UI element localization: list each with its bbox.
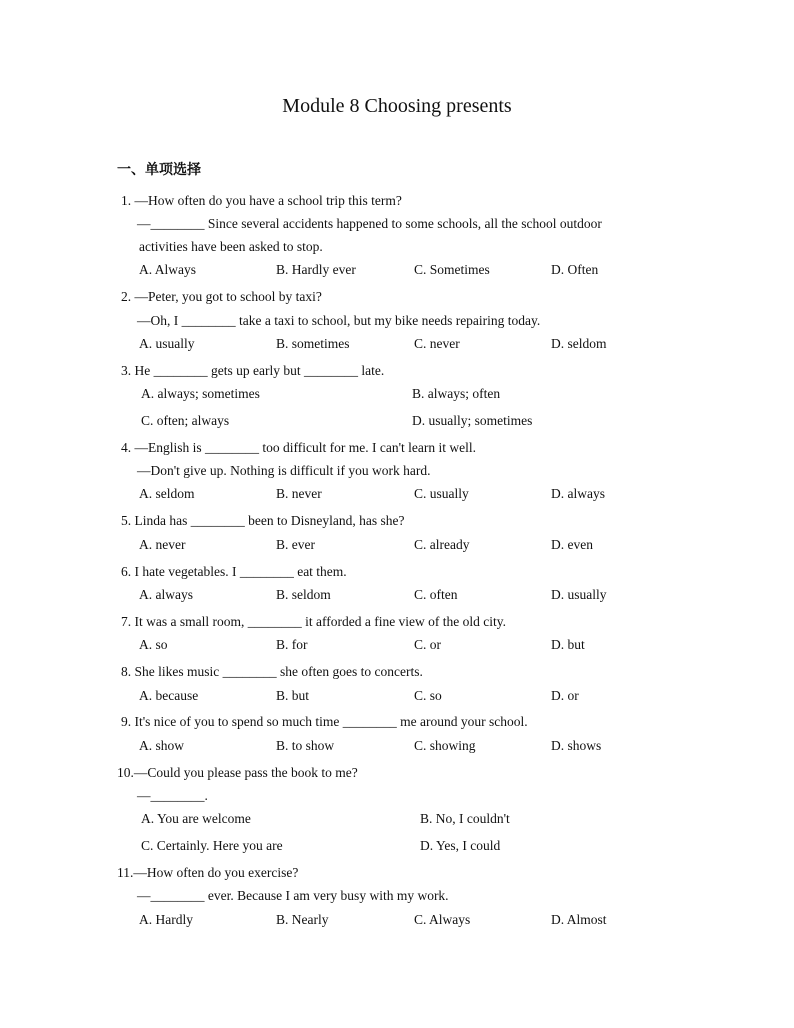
section-heading: 一、单项选择 — [117, 162, 201, 178]
question-10-option-b: B. No, I couldn't — [420, 811, 510, 826]
question-6-option-c: C. often — [414, 587, 458, 602]
question-1-line-3: activities have been asked to stop. — [139, 239, 323, 254]
page-title: Module 8 Choosing presents — [282, 95, 512, 117]
question-2-option-b: B. sometimes — [276, 336, 350, 351]
question-7-option-d: D. but — [551, 637, 585, 652]
question-6-option-d: D. usually — [551, 587, 607, 602]
question-9-option-a: A. show — [139, 738, 185, 753]
question-6-option-a: A. always — [139, 587, 193, 602]
question-4-line-1: 4. —English is ________ too difficult for me. I can't learn it well. — [121, 440, 476, 455]
question-3-line-1: 3. He ________ gets up early but ________ late. — [121, 363, 385, 378]
question-7-option-a: A. so — [139, 637, 168, 652]
question-9-option-b: B. to show — [276, 738, 335, 753]
question-8-option-a: A. because — [139, 688, 199, 703]
question-3-option-c: C. often; always — [141, 413, 230, 428]
question-4-option-d: D. always — [551, 486, 605, 501]
question-7-option-c: C. or — [414, 637, 441, 652]
question-8-option-c: C. so — [414, 688, 442, 703]
question-10-option-a: A. You are welcome — [141, 811, 251, 826]
question-2-option-c: C. never — [414, 336, 460, 351]
question-5-option-d: D. even — [551, 537, 593, 552]
question-11-line-1: 11.—How often do you exercise? — [117, 865, 299, 880]
question-2-line-2: —Oh, I ________ take a taxi to school, but my bike needs repairing today. — [137, 313, 541, 328]
question-4-option-b: B. never — [276, 486, 322, 501]
question-10-line-1: 10.—Could you please pass the book to me? — [117, 765, 358, 780]
question-1-line-2: —________ Since several accidents happened to some schools, all the school outdoor — [137, 216, 602, 231]
question-5-line-1: 5. Linda has ________ been to Disneyland, has she? — [121, 513, 405, 528]
question-4-line-2: —Don't give up. Nothing is difficult if you work hard. — [137, 463, 431, 478]
question-11-line-2: —________ ever. Because I am very busy with my work. — [137, 888, 449, 903]
question-11-option-c: C. Always — [414, 912, 471, 927]
question-2-line-1: 2. —Peter, you got to school by taxi? — [121, 289, 322, 304]
question-1-option-b: B. Hardly ever — [276, 262, 356, 277]
question-9-option-c: C. showing — [414, 738, 476, 753]
question-1-option-d: D. Often — [551, 262, 599, 277]
question-1-line-1: 1. —How often do you have a school trip this term? — [121, 193, 402, 208]
question-2-option-a: A. usually — [139, 336, 195, 351]
question-9-option-d: D. shows — [551, 738, 602, 753]
question-5-option-b: B. ever — [276, 537, 315, 552]
question-2-option-d: D. seldom — [551, 336, 607, 351]
question-11-option-d: D. Almost — [551, 912, 607, 927]
question-8-option-b: B. but — [276, 688, 310, 703]
question-3-option-b: B. always; often — [412, 386, 501, 401]
question-10-option-c: C. Certainly. Here you are — [141, 838, 283, 853]
question-9-line-1: 9. It's nice of you to spend so much time ________ me around your school. — [121, 714, 528, 729]
question-8-line-1: 8. She likes music ________ she often goes to concerts. — [121, 664, 423, 679]
question-6-line-1: 6. I hate vegetables. I ________ eat them. — [121, 564, 347, 579]
question-5-option-c: C. already — [414, 537, 470, 552]
question-10-line-2: —________. — [137, 788, 208, 803]
question-8-option-d: D. or — [551, 688, 579, 703]
question-1-option-a: A. Always — [139, 262, 196, 277]
question-5-option-a: A. never — [139, 537, 186, 552]
question-3-option-d: D. usually; sometimes — [412, 413, 533, 428]
question-4-option-a: A. seldom — [139, 486, 195, 501]
question-6-option-b: B. seldom — [276, 587, 331, 602]
question-7-line-1: 7. It was a small room, ________ it afforded a fine view of the old city. — [121, 614, 507, 629]
question-4-option-c: C. usually — [414, 486, 469, 501]
question-7-option-b: B. for — [276, 637, 308, 652]
question-11-option-b: B. Nearly — [276, 912, 329, 927]
question-1-option-c: C. Sometimes — [414, 262, 490, 277]
question-10-option-d: D. Yes, I could — [420, 838, 501, 853]
question-11-option-a: A. Hardly — [139, 912, 193, 927]
question-3-option-a: A. always; sometimes — [141, 386, 260, 401]
